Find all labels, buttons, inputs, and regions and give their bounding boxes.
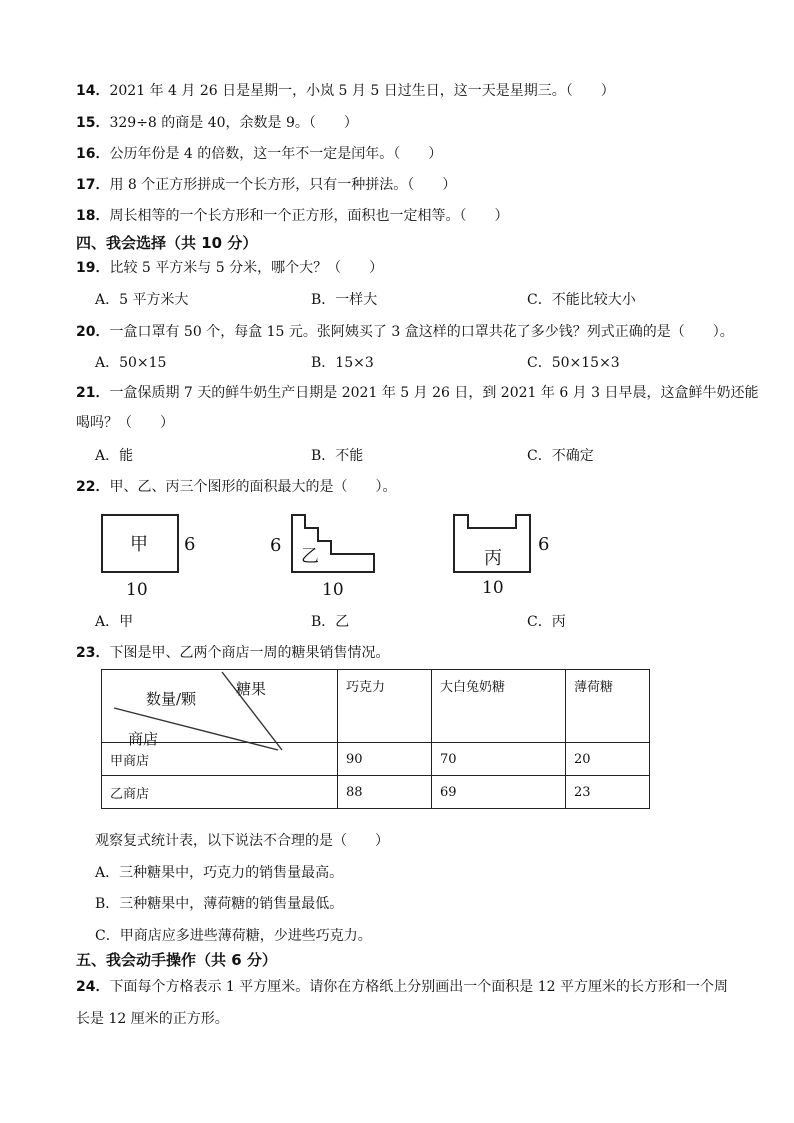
question-text: 比较 5 平方米与 5 分米，哪个大？（ ） bbox=[109, 260, 384, 276]
q20-option-c: C．50×15×3 bbox=[527, 355, 620, 371]
q23-question: 观察复式统计表，以下说法不合理的是（ ） bbox=[95, 833, 389, 849]
figure-jia-height: 6 bbox=[184, 534, 196, 555]
q20-option-a: A．50×15 bbox=[95, 355, 167, 371]
figure-jia-width: 10 bbox=[126, 580, 148, 600]
q19-option-c: C．不能比较大小 bbox=[527, 292, 636, 308]
question-number: 24． bbox=[76, 979, 110, 995]
table-cell: 23 bbox=[566, 776, 650, 809]
question-number: 20． bbox=[76, 324, 110, 340]
q23-option-a: A．三种糖果中，巧克力的销售量最高。 bbox=[95, 865, 344, 881]
figure-yi-label: 乙 bbox=[301, 546, 319, 567]
question-text: 用 8 个正方形拼成一个长方形，只有一种拼法。（ ） bbox=[109, 177, 457, 193]
question-16 bbox=[76, 144, 442, 164]
question-text: 甲、乙、丙三个图形的面积最大的是（ ）。 bbox=[109, 479, 397, 495]
q22-option-a: A．甲 bbox=[95, 614, 134, 630]
question-15 bbox=[76, 113, 358, 133]
question-number: 15． bbox=[76, 115, 110, 131]
figure-bing-label: 丙 bbox=[484, 548, 502, 569]
question-21 bbox=[76, 383, 759, 403]
question-23 bbox=[76, 643, 389, 663]
question-17 bbox=[76, 175, 456, 195]
question-24-cont: 长是 12 厘米的正方形。 bbox=[76, 1011, 229, 1027]
q22-option-b: B．乙 bbox=[311, 614, 350, 630]
question-18 bbox=[76, 206, 508, 226]
candy-sales-table bbox=[101, 669, 650, 809]
figure-bing-height: 6 bbox=[538, 534, 550, 555]
question-text: 下图是甲、乙两个商店一周的糖果销售情况。 bbox=[109, 645, 390, 661]
figure-yi-height: 6 bbox=[270, 535, 282, 556]
table-cell: 20 bbox=[566, 743, 650, 776]
table-cell: 88 bbox=[338, 776, 432, 809]
question-number: 16． bbox=[76, 146, 110, 162]
column-header: 巧克力 bbox=[338, 670, 432, 743]
question-20 bbox=[76, 322, 734, 342]
figure-jia-label: 甲 bbox=[130, 534, 148, 555]
question-text: 下面每个方格表示 1 平方厘米。请你在方格纸上分别画出一个面积是 12 平方厘米的长方形和一个周 bbox=[109, 979, 729, 995]
q20-option-b: B．15×3 bbox=[311, 355, 374, 371]
question-21-cont: 喝吗？（ ） bbox=[76, 415, 174, 431]
table-diagonal-header bbox=[102, 670, 338, 748]
figure-jia bbox=[96, 510, 216, 604]
question-14 bbox=[76, 81, 615, 101]
question-number: 23． bbox=[76, 645, 110, 661]
question-text: 一盒保质期 7 天的鲜牛奶生产日期是 2021 年 5 月 26 日，到 2021 年 6 月 3 日早晨，这盒鲜牛奶还能 bbox=[109, 385, 759, 401]
question-24 bbox=[76, 977, 728, 997]
figure-bing bbox=[448, 510, 568, 604]
question-text: 一盒口罩有 50 个，每盒 15 元。张阿姨买了 3 盒这样的口罩共花了多少钱？列式正确的是（ ）。 bbox=[109, 324, 734, 340]
q19-option-b: B．一样大 bbox=[311, 292, 378, 308]
row-store: 乙商店 bbox=[102, 776, 338, 809]
header-store: 商店 bbox=[128, 730, 159, 748]
question-22 bbox=[76, 477, 396, 497]
section-4-title: 四、我会选择（共 10 分） bbox=[76, 234, 258, 252]
question-number: 22． bbox=[76, 479, 110, 495]
question-text: 329÷8 的商是 40，余数是 9。（ ） bbox=[109, 115, 358, 131]
column-header: 大白兔奶糖 bbox=[432, 670, 566, 743]
q21-option-a: A．能 bbox=[95, 448, 134, 464]
section-5-title: 五、我会动手操作（共 6 分） bbox=[76, 951, 277, 969]
question-number: 19． bbox=[76, 260, 110, 276]
table-row bbox=[102, 776, 650, 809]
question-number: 17． bbox=[76, 177, 110, 193]
header-candy: 糖果 bbox=[236, 680, 267, 698]
question-text: 2021 年 4 月 26 日是星期一，小岚 5 月 5 日过生日，这一天是星期三。（ ） bbox=[109, 83, 615, 99]
q23-option-b: B．三种糖果中，薄荷糖的销售量最低。 bbox=[95, 896, 344, 912]
table-cell: 69 bbox=[432, 776, 566, 809]
table-header-row bbox=[102, 670, 650, 743]
q21-option-b: B．不能 bbox=[311, 448, 364, 464]
q22-option-c: C．丙 bbox=[527, 614, 566, 630]
q23-option-c: C．甲商店应多进些薄荷糖，少进些巧克力。 bbox=[95, 928, 372, 944]
row-store: 甲商店 bbox=[102, 743, 338, 776]
question-number: 21． bbox=[76, 385, 110, 401]
question-number: 18． bbox=[76, 208, 110, 224]
column-header: 薄荷糖 bbox=[566, 670, 650, 743]
table-cell: 70 bbox=[432, 743, 566, 776]
q21-option-c: C．不确定 bbox=[527, 448, 594, 464]
figure-yi bbox=[268, 510, 388, 604]
question-number: 14． bbox=[76, 83, 110, 99]
question-text: 周长相等的一个长方形和一个正方形，面积也一定相等。（ ） bbox=[109, 208, 509, 224]
header-qty: 数量/颗 bbox=[146, 690, 197, 708]
figure-yi-width: 10 bbox=[322, 580, 344, 600]
question-19 bbox=[76, 258, 383, 278]
question-text: 公历年份是 4 的倍数，这一年不一定是闰年。（ ） bbox=[109, 146, 443, 162]
figure-bing-width: 10 bbox=[482, 578, 504, 598]
q19-option-a: A．5 平方米大 bbox=[95, 292, 189, 308]
table-cell: 90 bbox=[338, 743, 432, 776]
